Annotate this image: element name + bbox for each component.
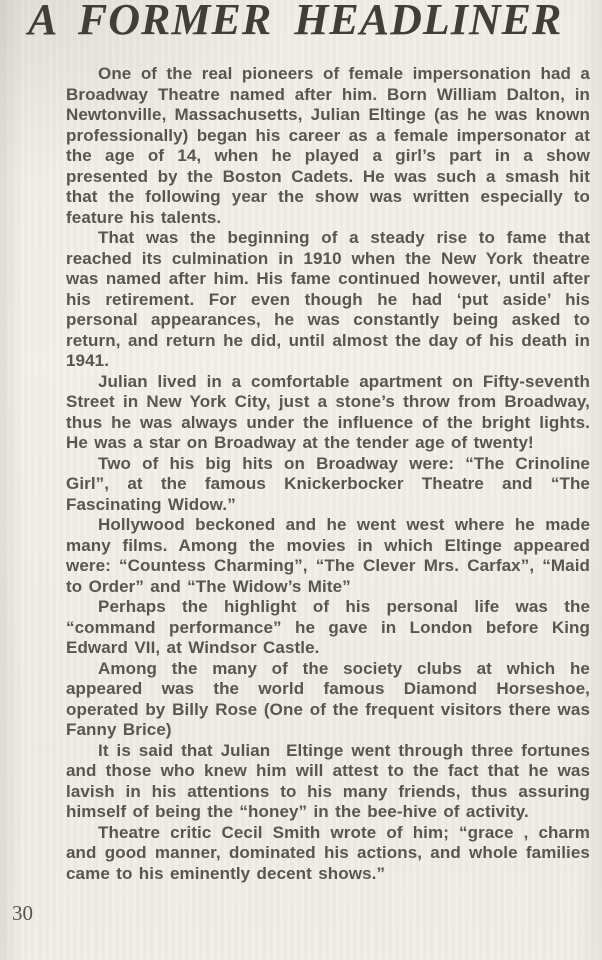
article-paragraph-fame: That was the beginning of a steady rise to fame that reached its culmination in 1910 when the New York theatre was named after him. His fame continued however, until after his retirement. For even though he had ‘put aside’ his personal appearances, he was constantly being asked to return, and return he did, until almost the day of his death in 1941. [66,228,590,370]
page-number: 30 [12,901,33,925]
article-body [66,64,590,884]
article-paragraph-fortunes: It is said that Julian Eltinge went through three fortunes and those who knew him will attest to the fact that he was lavish in his attentions to his many friends, thus assuring himself of being the “honey” in the bee-hive of activity. [66,740,590,821]
article-paragraph-hits: Two of his big hits on Broadway were: “The Crinoline Girl”, at the famous Knickerbocker Theatre and “The Fascinating Widow.” [66,453,590,514]
article-paragraph-intro: One of the real pioneers of female impersonation had a Broadway Theatre named after him. Born William Dalton, in Newtonville, Massachusetts, Julian Eltinge (as he was known professionally) began his career as a female impersonator at the age of 14, when he played a girl’s part in a show presented by the Boston Cadets. He was such a smash hit that the following year the show was written especially to feature his talents. [66,64,590,227]
article-paragraph-hollywood: Hollywood beckoned and he went west where he made many films. Among the movies in which Eltinge appeared were: “Countess Charming”, “The Clever Mrs. Carfax”, “Maid to Order” and “The Widow’s Mite” [66,515,590,596]
article-paragraph-apartment: Julian lived in a comfortable apartment on Fifty-seventh Street in New York City, just a stone’s throw from Broadway, thus he was always under the influence of the bright lights. He was a star on Broadway at the tender age of twenty! [66,371,590,452]
article-paragraph-command: Perhaps the highlight of his personal life was the “command performance” he gave in London before King Edward VII, at Windsor Castle. [66,597,590,657]
page-title: A FORMER HEADLINER [28,0,563,44]
article-paragraph-clubs: Among the many of the society clubs at which he appeared was the world famous Diamond Horseshoe, operated by Billy Rose (One of the frequent visitors there was Fanny Brice) [66,658,590,739]
article-paragraph-critic: Theatre critic Cecil Smith wrote of him; “grace , charm and good manner, dominated his actions, and whole families came to his eminently decent shows.” [66,822,590,883]
